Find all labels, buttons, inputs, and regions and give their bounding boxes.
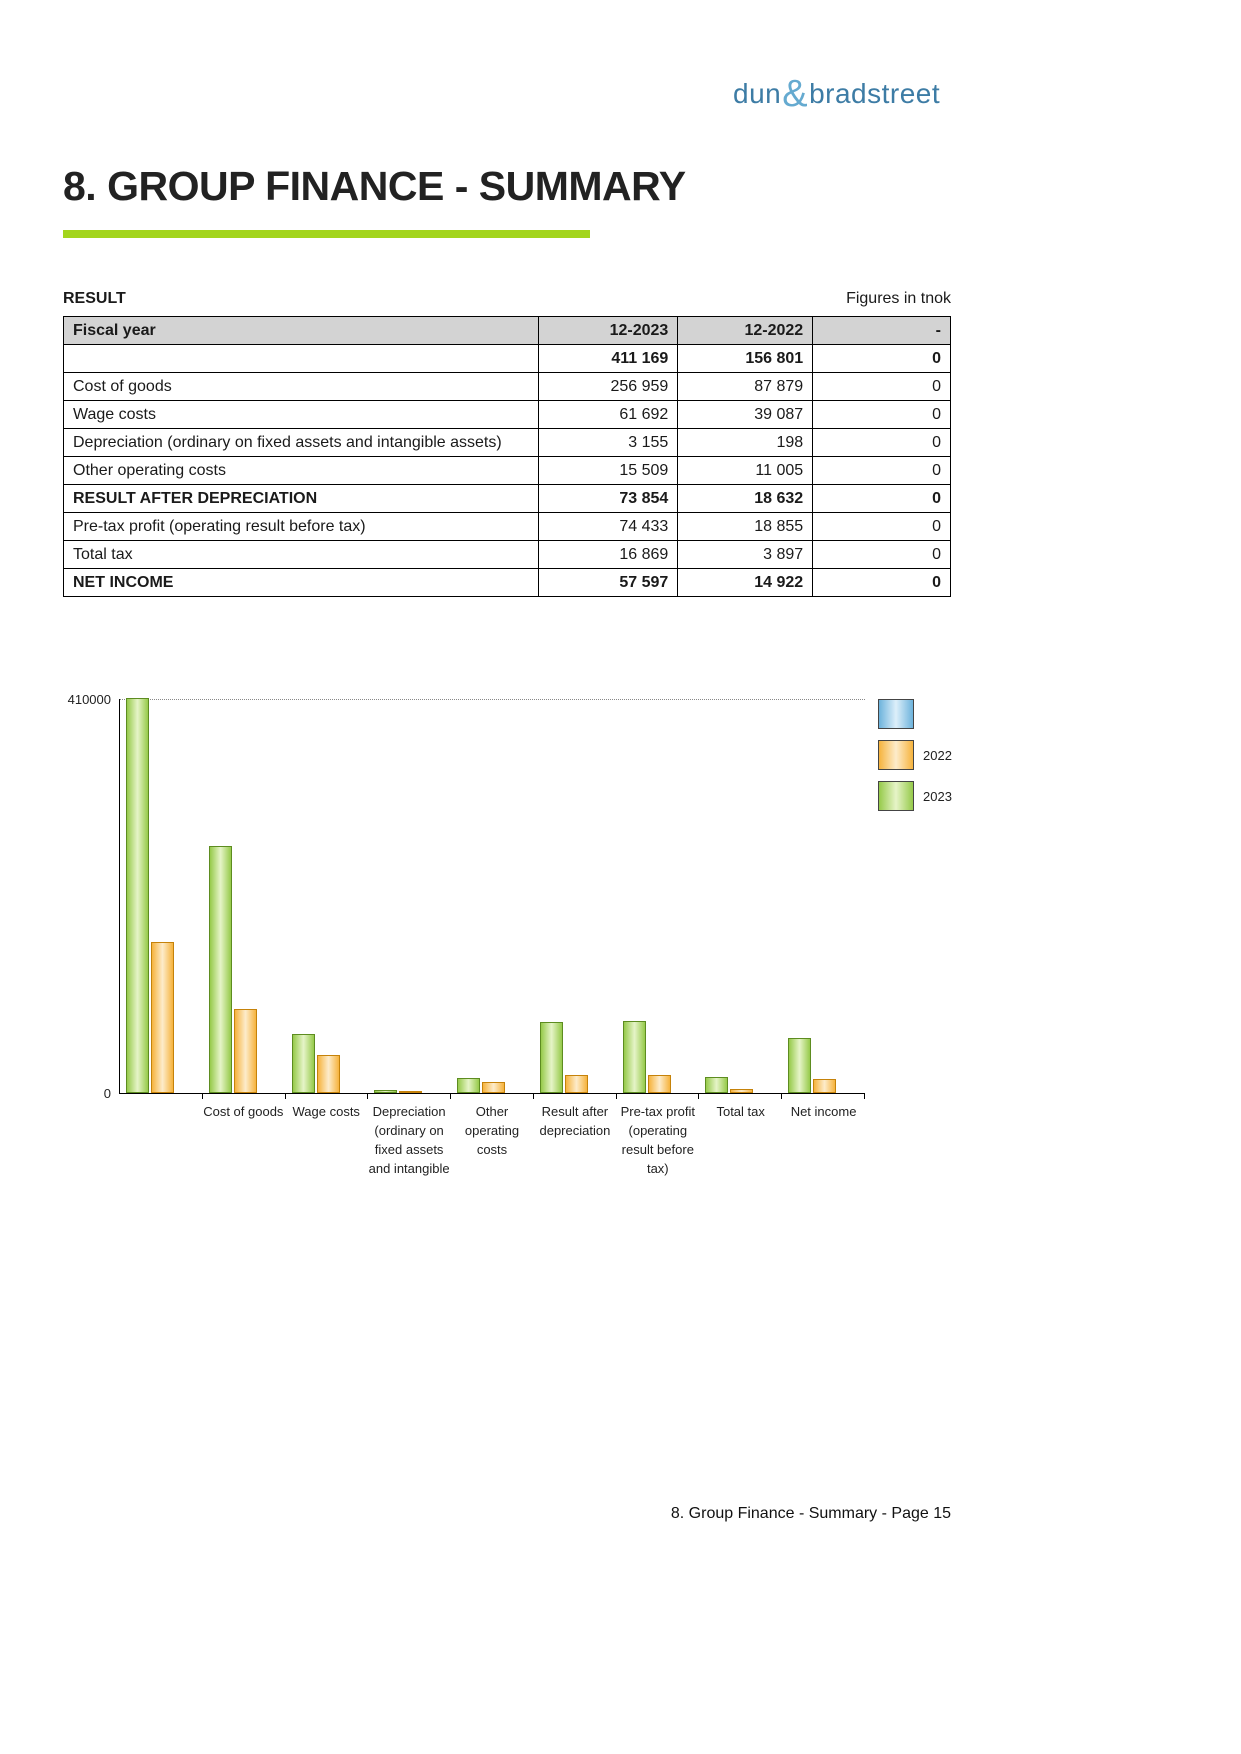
- value-2022: 14 922: [678, 569, 813, 597]
- bar-2022: [317, 1055, 340, 1093]
- value-2023: 61 692: [539, 401, 678, 429]
- legend-label: 2022: [923, 747, 952, 763]
- bar-group: [286, 699, 369, 1093]
- table-row: [64, 345, 951, 373]
- bar-2023: [788, 1038, 811, 1093]
- bar-2022: [565, 1075, 588, 1093]
- value-extra: 0: [813, 345, 951, 373]
- value-2023: 411 169: [539, 345, 678, 373]
- header-dash: -: [813, 317, 951, 345]
- legend-item: [878, 740, 952, 770]
- value-2023: 57 597: [539, 569, 678, 597]
- value-2023: 74 433: [539, 513, 678, 541]
- value-2023: 16 869: [539, 541, 678, 569]
- y-axis-zero-label: 0: [103, 1086, 111, 1101]
- category-label: Cost of goods: [203, 1104, 284, 1119]
- bar-2023: [374, 1090, 397, 1093]
- row-label: Total tax: [64, 541, 539, 569]
- category-label: Pre-tax profit (operating result before tax): [620, 1104, 695, 1176]
- value-extra: 0: [813, 457, 951, 485]
- value-extra: 0: [813, 569, 951, 597]
- category-label: Wage costs: [292, 1104, 360, 1119]
- table-section-label: RESULT: [63, 290, 126, 307]
- chart-legend: [878, 699, 952, 811]
- logo-text-dun: dun: [733, 78, 782, 109]
- value-2022: 198: [678, 429, 813, 457]
- bar-2022: [234, 1009, 257, 1093]
- category-label: Depreciation (ordinary on fixed assets and intangible: [368, 1104, 450, 1176]
- table-row: [64, 485, 951, 513]
- page-title: 8. GROUP FINANCE - SUMMARY: [63, 163, 686, 209]
- bar-2022: [151, 942, 174, 1093]
- bar-2023: [209, 846, 232, 1093]
- dnb-logo: [733, 70, 940, 113]
- bar-2022: [482, 1082, 505, 1093]
- legend-swatch-orange: [878, 740, 914, 770]
- bar-2022: [730, 1089, 753, 1093]
- bar-2022: [813, 1079, 836, 1093]
- bar-group: [534, 699, 617, 1093]
- bar-group: [203, 699, 286, 1093]
- header-fiscal-year: Fiscal year: [64, 317, 539, 345]
- value-2022: 39 087: [678, 401, 813, 429]
- value-2023: 256 959: [539, 373, 678, 401]
- value-2023: 15 509: [539, 457, 678, 485]
- value-2022: 11 005: [678, 457, 813, 485]
- row-label: Wage costs: [64, 401, 539, 429]
- figures-unit-note: Figures in tnok: [846, 290, 951, 307]
- value-2022: 87 879: [678, 373, 813, 401]
- bar-group: [451, 699, 534, 1093]
- row-label: NET INCOME: [64, 569, 539, 597]
- bar-chart: [63, 692, 1138, 1199]
- row-label: Other operating costs: [64, 457, 539, 485]
- bar-group: [368, 699, 451, 1093]
- value-2023: 73 854: [539, 485, 678, 513]
- chart-plot: [119, 699, 865, 1094]
- legend-label: 2023: [923, 788, 952, 804]
- bar-group: [120, 699, 203, 1093]
- value-extra: 0: [813, 541, 951, 569]
- logo-ampersand-icon: &: [782, 73, 809, 115]
- category-label: Net income: [790, 1104, 857, 1119]
- category-label: Other operating costs: [464, 1104, 520, 1157]
- value-extra: 0: [813, 429, 951, 457]
- value-extra: 0: [813, 485, 951, 513]
- bar-2022: [648, 1075, 671, 1093]
- row-label: Cost of goods: [64, 373, 539, 401]
- table-row: [64, 569, 951, 597]
- value-2023: 3 155: [539, 429, 678, 457]
- table-row: [64, 429, 951, 457]
- bar-2023: [126, 698, 149, 1093]
- legend-swatch-blue: [878, 699, 914, 729]
- bar-group: [699, 699, 782, 1093]
- result-table: [63, 316, 951, 597]
- value-extra: 0: [813, 513, 951, 541]
- category-label: [119, 1103, 202, 1178]
- y-axis-max-label: 410000: [67, 692, 111, 707]
- table-row: [64, 373, 951, 401]
- bar-2023: [457, 1078, 480, 1093]
- table-row: [64, 541, 951, 569]
- row-label: Depreciation (ordinary on fixed assets and intangible assets): [64, 429, 539, 457]
- row-label: RESULT AFTER DEPRECIATION: [64, 485, 539, 513]
- table-meta-row: [63, 290, 951, 308]
- bar-group: [617, 699, 700, 1093]
- category-label: Result after depreciation: [539, 1104, 611, 1138]
- legend-item: [878, 699, 952, 729]
- table-header-row: [64, 317, 951, 345]
- value-2022: 156 801: [678, 345, 813, 373]
- header-12-2023: 12-2023: [539, 317, 678, 345]
- bar-group: [782, 699, 865, 1093]
- value-2022: 18 855: [678, 513, 813, 541]
- legend-item: [878, 781, 952, 811]
- page-footer: 8. Group Finance - Summary - Page 15: [670, 1505, 951, 1522]
- value-2022: 18 632: [678, 485, 813, 513]
- title-underline: [63, 230, 590, 238]
- value-extra: 0: [813, 373, 951, 401]
- bar-2023: [540, 1022, 563, 1093]
- table-row: [64, 513, 951, 541]
- header-12-2022: 12-2022: [678, 317, 813, 345]
- row-label: Pre-tax profit (operating result before tax): [64, 513, 539, 541]
- value-extra: 0: [813, 401, 951, 429]
- bar-2023: [623, 1021, 646, 1093]
- result-table-body: [64, 345, 951, 597]
- bar-2023: [705, 1077, 728, 1093]
- logo-text-bradstreet: bradstreet: [809, 78, 941, 109]
- chart-category-labels: [119, 1103, 865, 1178]
- bar-2023: [292, 1034, 315, 1093]
- value-2022: 3 897: [678, 541, 813, 569]
- legend-swatch-green: [878, 781, 914, 811]
- category-label: Total tax: [716, 1104, 765, 1119]
- bar-2022: [399, 1091, 422, 1093]
- table-row: [64, 401, 951, 429]
- row-label: [64, 345, 539, 373]
- table-row: [64, 457, 951, 485]
